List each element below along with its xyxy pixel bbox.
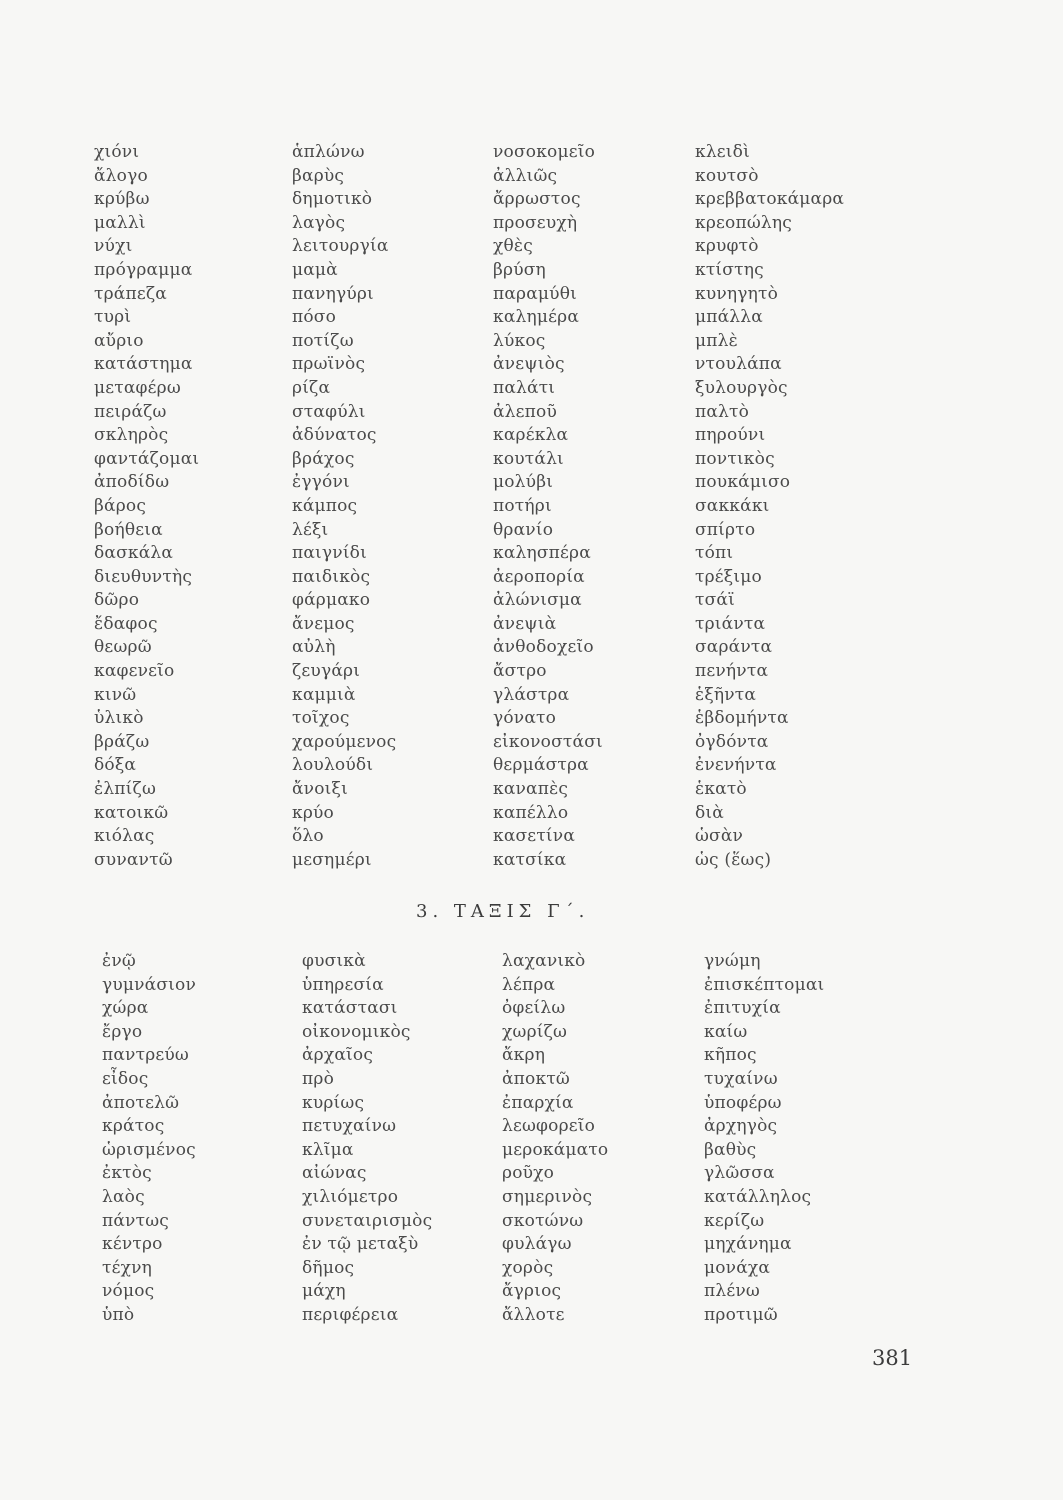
word-entry: πάντως — [102, 1210, 169, 1231]
word-entry: παιγνίδι — [292, 543, 367, 564]
word-entry: προσευχὴ — [493, 212, 578, 233]
word-entry: ἐν τῷ μεταξὺ — [302, 1234, 419, 1255]
word-entry: καναπὲς — [493, 779, 569, 800]
word-entry: λαὸς — [102, 1186, 145, 1207]
word-entry: θρανίο — [493, 519, 554, 540]
word-entry: ἑβδομήντα — [695, 708, 789, 729]
word-column-1 — [102, 950, 196, 1328]
word-entry: ἐνενήντα — [695, 755, 777, 776]
word-entry: παντρεύω — [102, 1045, 189, 1066]
word-entry: ἑκατὸ — [695, 779, 747, 800]
word-entry: καμμιὰ — [292, 684, 356, 705]
word-entry: δῶρο — [94, 590, 140, 611]
word-entry: ὀφείλω — [502, 998, 566, 1019]
word-column-4 — [695, 141, 844, 872]
word-entry: τριάντα — [695, 613, 766, 634]
word-entry: παλτὸ — [695, 401, 750, 422]
word-entry: κυρίως — [302, 1092, 365, 1113]
word-entry: βάρος — [94, 495, 147, 516]
word-entry: βράζω — [94, 731, 150, 752]
word-entry: νόμος — [102, 1281, 155, 1302]
word-entry: μολύβι — [493, 472, 554, 493]
word-entry: ντουλάπα — [695, 354, 782, 375]
page-number: 381 — [872, 1346, 913, 1370]
word-entry: καλησπέρα — [493, 543, 591, 564]
word-entry: κασετίνα — [493, 826, 576, 847]
word-entry: δημοτικὸ — [292, 189, 373, 210]
word-entry: ρίζα — [292, 377, 331, 398]
word-entry: ἄνεμος — [292, 613, 355, 634]
word-entry: ποτήρι — [493, 495, 552, 516]
word-entry: νοσοκομεῖο — [493, 142, 596, 162]
word-entry: ἔργο — [102, 1021, 143, 1042]
word-entry: ἀρχηγὸς — [704, 1116, 778, 1137]
word-entry: κερίζω — [704, 1210, 765, 1231]
word-entry: λουλούδι — [292, 755, 374, 776]
word-entry: πλένω — [704, 1281, 760, 1302]
word-entry: εἰκονοστάσι — [493, 731, 603, 752]
word-entry: νύχι — [94, 236, 133, 257]
word-entry: κλειδὶ — [695, 142, 750, 162]
word-entry: βράχος — [292, 448, 355, 469]
word-entry: ξυλουργὸς — [695, 377, 788, 398]
word-column-3 — [502, 950, 608, 1328]
word-entry: ὡσὰν — [695, 826, 744, 847]
word-entry: ἐπιτυχία — [704, 998, 781, 1019]
word-entry: ὑποφέρω — [704, 1092, 782, 1113]
word-entry: παραμύθι — [493, 283, 578, 304]
word-entry: αὐλὴ — [292, 637, 336, 658]
word-entry: ἀποκτῶ — [502, 1068, 570, 1089]
word-entry: σακκάκι — [695, 495, 770, 516]
word-entry: κρύο — [292, 802, 334, 823]
word-entry: δόξα — [94, 755, 137, 776]
word-entry: ἀποτελῶ — [102, 1092, 180, 1113]
word-entry: κρυφτὸ — [695, 236, 759, 257]
word-entry: περιφέρεια — [302, 1304, 399, 1325]
word-entry: ἄλογο — [94, 165, 148, 186]
word-column-4 — [704, 950, 824, 1328]
word-entry: παλάτι — [493, 377, 556, 398]
word-entry: σημερινὸς — [502, 1186, 593, 1207]
word-entry: ἐκτὸς — [102, 1163, 152, 1184]
word-entry: σταφύλι — [292, 401, 366, 422]
word-entry: εἶδος — [102, 1068, 149, 1089]
word-entry: τσάϊ — [695, 590, 735, 611]
word-entry: αἰώνας — [302, 1163, 367, 1184]
word-entry: κῆπος — [704, 1045, 757, 1066]
word-entry: φυσικὰ — [302, 951, 366, 971]
word-entry: κράτος — [102, 1116, 165, 1137]
word-entry: πενήντα — [695, 661, 769, 682]
word-entry: κτίστης — [695, 259, 764, 280]
word-entry: κατοικῶ — [94, 802, 169, 823]
word-entry: ὑπὸ — [102, 1304, 135, 1325]
word-entry: λέπρα — [502, 974, 556, 995]
word-entry: προτιμῶ — [704, 1304, 778, 1325]
word-entry: ὑπηρεσία — [302, 974, 384, 995]
word-entry: μάχη — [302, 1281, 346, 1302]
word-entry: σκοτώνω — [502, 1210, 584, 1231]
word-entry: μεσημέρι — [292, 849, 372, 870]
word-entry: ὀγδόντα — [695, 731, 769, 752]
word-column-3 — [493, 141, 603, 872]
word-entry: λαχανικὸ — [502, 951, 586, 971]
word-entry: λαγὸς — [292, 212, 346, 233]
word-entry: ἐγγόνι — [292, 472, 350, 493]
word-entry: πανηγύρι — [292, 283, 374, 304]
word-entry: ἀλώνισμα — [493, 590, 582, 611]
word-entry: φάρμακο — [292, 590, 371, 611]
word-entry: οἰκονομικὸς — [302, 1021, 411, 1042]
word-entry: διὰ — [695, 802, 724, 823]
word-entry: κινῶ — [94, 684, 137, 705]
word-entry: ποντικὸς — [695, 448, 775, 469]
word-entry: ποτίζω — [292, 330, 354, 351]
word-entry: χθὲς — [493, 236, 533, 257]
word-entry: ροῦχο — [502, 1163, 555, 1184]
word-entry: δῆμος — [302, 1257, 355, 1278]
word-entry: ὅλο — [292, 826, 324, 847]
word-entry: ἀποδίδω — [94, 472, 170, 493]
word-entry: γλάστρα — [493, 684, 570, 705]
word-entry: πειράζω — [94, 401, 167, 422]
word-entry: ἔδαφος — [94, 613, 158, 634]
word-entry: γλῶσσα — [704, 1163, 775, 1184]
word-entry: χιλιόμετρο — [302, 1186, 399, 1207]
word-entry: ἀεροπορία — [493, 566, 585, 587]
word-entry: δασκάλα — [94, 543, 174, 564]
word-entry: βαθὺς — [704, 1139, 757, 1160]
word-entry: τυχαίνω — [704, 1068, 778, 1089]
word-entry: ἀνεψιὸς — [493, 354, 565, 375]
word-entry: χαρούμενος — [292, 731, 397, 752]
word-entry: μπλὲ — [695, 330, 738, 351]
word-entry: φαντάζομαι — [94, 448, 200, 469]
word-entry: κατάστασι — [302, 998, 398, 1019]
word-entry: πηρούνι — [695, 425, 766, 446]
word-entry: κατάλληλος — [704, 1186, 812, 1207]
word-entry: ἄνοιξι — [292, 779, 348, 800]
word-column-2 — [292, 141, 396, 872]
word-entry: ἄστρο — [493, 661, 547, 682]
word-entry: ἄρρωστος — [493, 189, 581, 210]
word-entry: τράπεζα — [94, 283, 167, 304]
word-entry: ἐπισκέπτομαι — [704, 974, 825, 995]
word-entry: καίω — [704, 1021, 748, 1042]
word-entry: γυμνάσιον — [102, 974, 196, 995]
word-entry: χορὸς — [502, 1257, 554, 1278]
word-entry: χιόνι — [94, 142, 140, 162]
word-entry: γνώμη — [704, 951, 761, 971]
word-entry: καφενεῖο — [94, 661, 175, 682]
word-entry: κλῖμα — [302, 1139, 354, 1160]
word-entry: μαλλὶ — [94, 212, 146, 233]
word-entry: ἀνθοδοχεῖο — [493, 637, 594, 658]
word-entry: βοήθεια — [94, 519, 163, 540]
word-entry: ἐλπίζω — [94, 779, 157, 800]
word-entry: κουτσὸ — [695, 165, 759, 186]
word-entry: ἀνεψιὰ — [493, 613, 557, 634]
word-entry: ζευγάρι — [292, 661, 361, 682]
word-entry: μονάχα — [704, 1257, 771, 1278]
word-entry: κουτάλι — [493, 448, 564, 469]
word-entry: ἐνῷ — [102, 951, 136, 971]
word-entry: ἀρχαῖος — [302, 1045, 374, 1066]
word-entry: πρωϊνὸς — [292, 354, 366, 375]
word-entry: τόπι — [695, 543, 734, 564]
word-entry: βρύση — [493, 259, 546, 280]
word-entry: μαμὰ — [292, 259, 338, 280]
word-entry: λεωφορεῖο — [502, 1116, 596, 1137]
word-entry: μεροκάματο — [502, 1139, 609, 1160]
word-entry: κατσίκα — [493, 849, 567, 870]
word-entry: γόνατο — [493, 708, 557, 729]
word-entry: χωρίζω — [502, 1021, 568, 1042]
word-entry: κατάστημα — [94, 354, 193, 375]
word-entry: λέξι — [292, 519, 329, 540]
word-entry: ἄκρη — [502, 1045, 546, 1066]
word-entry: κιόλας — [94, 826, 155, 847]
word-entry: καπέλλο — [493, 802, 569, 823]
word-entry: κυνηγητὸ — [695, 283, 779, 304]
word-entry: πρὸ — [302, 1068, 335, 1089]
section-heading: 3. ΤΑΞΙΣ Γ΄. — [416, 901, 590, 922]
word-entry: ὑλικὸ — [94, 708, 144, 729]
word-entry: μπάλλα — [695, 307, 763, 328]
word-entry: καρέκλα — [493, 425, 569, 446]
word-entry: κέντρο — [102, 1234, 163, 1255]
word-entry: συνεταιρισμὸς — [302, 1210, 433, 1231]
word-entry: ἑξῆντα — [695, 684, 757, 705]
word-entry: χώρα — [102, 998, 149, 1019]
word-entry: θεωρῶ — [94, 637, 152, 658]
word-entry: ἐπαρχία — [502, 1092, 574, 1113]
word-entry: κρύβω — [94, 189, 150, 210]
word-column-1 — [94, 141, 199, 872]
word-entry: πρόγραμμα — [94, 259, 193, 280]
word-entry: αὔριο — [94, 330, 144, 351]
word-entry: ἀλεποῦ — [493, 401, 558, 422]
word-entry: τέχνη — [102, 1257, 153, 1278]
word-entry: ἀλλιῶς — [493, 165, 558, 186]
word-entry: ἄγριος — [502, 1281, 562, 1302]
word-column-2 — [302, 950, 432, 1328]
word-entry: σαράντα — [695, 637, 773, 658]
word-entry: καλημέρα — [493, 307, 579, 328]
word-entry: τοῖχος — [292, 708, 350, 729]
word-entry: ὡρισμένος — [102, 1139, 196, 1160]
word-entry: διευθυντὴς — [94, 566, 193, 587]
word-entry: σκληρὸς — [94, 425, 169, 446]
word-entry: ἄλλοτε — [502, 1304, 565, 1325]
word-entry: λύκος — [493, 330, 546, 351]
word-entry: κάμπος — [292, 495, 358, 516]
word-entry: ὡς (ἕως) — [695, 849, 772, 870]
word-entry: συναντῶ — [94, 849, 173, 870]
word-entry: θερμάστρα — [493, 755, 589, 776]
word-entry: τρέξιμο — [695, 566, 762, 587]
word-entry: ἁπλώνω — [292, 142, 365, 162]
word-entry: κρεββατοκάμαρα — [695, 189, 845, 210]
word-entry: πόσο — [292, 307, 337, 328]
word-entry: βαρὺς — [292, 165, 345, 186]
word-entry: κρεοπώλης — [695, 212, 792, 233]
word-entry: πετυχαίνω — [302, 1116, 397, 1137]
word-entry: μεταφέρω — [94, 377, 181, 398]
word-entry: λειτουργία — [292, 236, 389, 257]
word-entry: σπίρτο — [695, 519, 756, 540]
word-entry: τυρὶ — [94, 307, 132, 328]
word-entry: μηχάνημα — [704, 1234, 792, 1255]
word-entry: πουκάμισο — [695, 472, 791, 493]
word-entry: φυλάγω — [502, 1234, 572, 1255]
word-entry: ἀδύνατος — [292, 425, 377, 446]
word-entry: παιδικὸς — [292, 566, 371, 587]
